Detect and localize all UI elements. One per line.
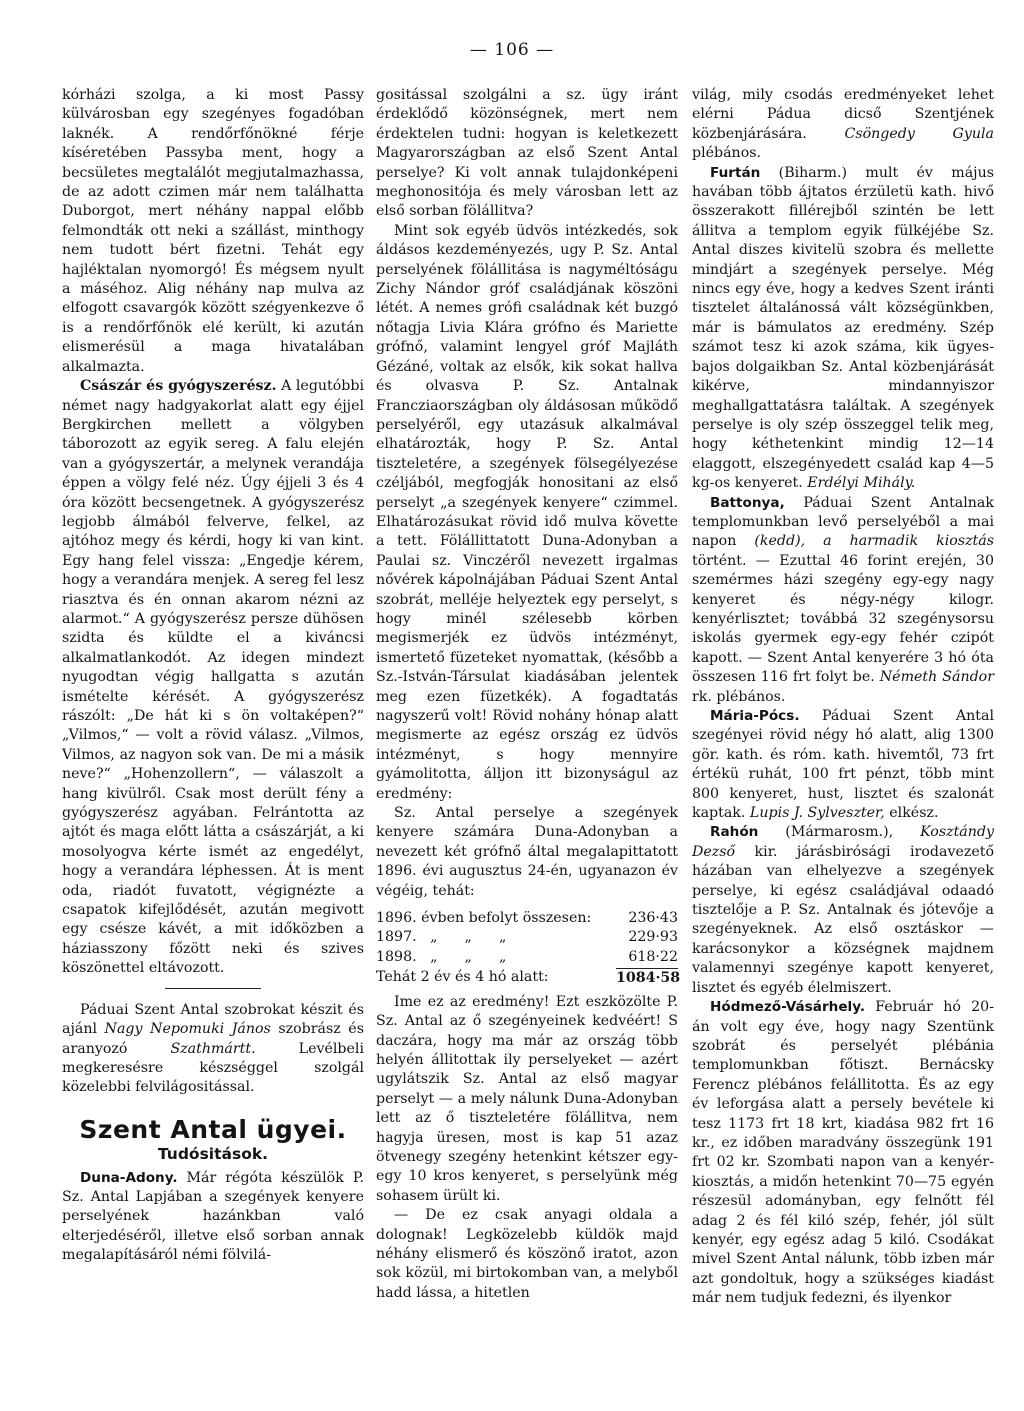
column-right xyxy=(692,86,994,1309)
ledger-label: 1897. „ „ „ xyxy=(376,929,507,946)
report-continuation: gositással szolgálni a sz. ügy iránt érdeklődő közönségnek, mert nem érdektelen tudni: hogyan is keletkezett Magyarországban az első Szent Antal perselye? Ki volt annak tulajdonképeni meghonositója és mely városban lett az első sorban fölállitva? xyxy=(376,87,678,220)
article-body: A legutóbbi német nagy hadgyakorlat alatt egy éjjel Bergkirchen mellett a völgyben táborozott az egyik sereg. A falu elején van a gyógyszertár, a melynek verandája éppen a völgy felé néz. Úgy éjjeli 3 és 4 óra között becsengetnek. A gyógyszerész legjobb álmából felverve, felkel, az ajtóhoz megy és kérdi, hogy ki van kint. Egy hang felel vissza: „Engedje kérem, hogy a verandára menjek. A sereg fel lesz riasztva és én onnan akarom nézni az alarmot.“ A gyógyszerész persze dühösen szidta és küldte el a kiváncsi alkalmatlankodót. Az idegen mindezt nyugodtan végig hallgatta s azután ismételte kérését. A gyógyszerész rászólt: „De hát ki s ön voltaképen?“ „Vilmos,“ — volt a rövid válasz. „Vilmos, Vilmos, az nagyon sok van. De mi a másik neve?“ „Hohenzollern“, — válaszolt a hang kivülről. Csak most derült fény a gyógyszerész agyában. Felrántotta az ajtót és maga előtt látta a császárját, a ki mosolyogva kérte ismét az engedélyt, hogy a verandára léphessen. Át is ment oda, riadót fuvatott, végignézte a csapatok kifejlődését, azután megivott egy csésze kávét, a mit időközben a háziasszony főzött neki és szives köszönettel eltávozott. xyxy=(62,378,364,977)
report-maria-pocs xyxy=(692,707,994,823)
paragraph-text: plébános. xyxy=(692,145,762,162)
report-heading: Mária-Pócs. xyxy=(710,708,800,724)
ledger-amount: 1084·58 xyxy=(616,968,678,988)
column-middle xyxy=(376,86,681,1303)
ledger-label: 1898. „ „ „ xyxy=(376,948,507,965)
ad-text: szobrász és aranyozó xyxy=(62,1021,364,1057)
page-number: — 106 — xyxy=(469,40,555,60)
ledger-row xyxy=(376,948,678,968)
signature: Lupis J. Sylveszter, xyxy=(749,805,885,822)
report-heading: Battonya, xyxy=(710,494,785,511)
report-emphasis: (kedd), a harmadik kiosztás xyxy=(754,533,994,550)
article-heading: Császár és gyógyszerész. xyxy=(80,378,277,395)
paragraph-text: világ, mily csodás eredményeket lehet elérni Pádua dicső Szentjének közbenjárására. xyxy=(692,87,994,142)
report-heading: Furtán xyxy=(710,164,761,181)
report-body: elkész. xyxy=(884,805,939,822)
report-body: történt. — Ezuttal 46 forint erején, 30 szemérmes házi szegény egy-egy nagy kenyeret és négy-négy kilogr. kenyérlisztet; továbbá 32 szegénysorsu iskolás gyermek egy-egy fehér czipót kapott. — Szent Antal kenyerére 3 hó óta összesen 116 frt folyt be. xyxy=(692,552,994,686)
article-emperor-apothecary xyxy=(62,377,364,979)
paragraph: Mint sok egyéb üdvös intézkedés, sok áldásos kezdeményezés, ugy P. Sz. Antal perselyének fölállitása is nagyméltóságu Zichy Nándor gróf családjának köszöni létét. A nemes grófi családnak két buzgó nőtagja Livia Klára grófno és Mariette grófnő, valamint lengyel gróf Majláth Gézáné, voltak az elsők, kik sokat hallva és olvasva P. Sz. Antalnak Francziaországban oly áldásosan működő perselyéről, egy utazásuk alkalmával elhatározták, hogy P. Sz. Antal tiszteletére, a szegények fölsegélyezése czéljából, megfogják honositani az első perselyt „a szegények kenyere“ czimmel. Elhatározásukat rövid idő mulva követte a tett. Fölállittatott Duna-Adonyban a Paulai sz. Vinczéről nevezett irgalmas nővérek kápolnájában Páduai Szent Antal szobrát, melléje helyeztek egy perselyt, s hogy minél szélesebb körben megismerjék ez üdvös intézményt, ismertető füzeteket nyomattak, (később a Sz.-István-Társulat kiadásában jelentek meg ezen füzetkék). A fogadtatás nagyszerű volt! Rövid nohány hónap alatt megismerte az egész ország ez üdvös intézményt, s hogy mennyire gyámolitotta, álljon itt bizonyságul az eredmény: xyxy=(376,222,678,802)
report-body: rk. plébános. xyxy=(692,688,786,705)
ledger-row xyxy=(376,909,678,928)
report-heading: Rahón xyxy=(710,824,759,841)
report-furtan xyxy=(692,164,994,494)
column-left xyxy=(62,86,364,1266)
ad-place: Szathmártt. xyxy=(170,1040,256,1057)
section-subtitle: Tudósitások. xyxy=(157,1145,269,1164)
ledger-amount: 229·93 xyxy=(628,929,678,946)
article-continuation: kórházi szolga, a ki most Passy külvárosban egy szegényes fogadóban laknék. A rendőrfőnökné férje kíséretében Passyba ment, hogy a becsületes megtalálót megjutalmazhassa, de az adott czimen már nem találhatta Duborgot, mert néhány nappal előbb felmondták ott neki a szállást, minthogy nem tudott bért fizetni. Tehát egy hajléktalan nyomorgó! És mégsem nyult a máséhoz. Alig néhány nap mulva az elfogott csavargók között szégyenkezve ő is a rendőrfőnök elé került, ki azután elismerésül a maga hivatalában alkalmazta. xyxy=(62,87,364,375)
advertisement xyxy=(62,1001,364,1098)
report-body: Már régóta készülök P. Sz. Antal Lapjában a szegények kenyere perselyének hazánkban való elterjedéséről, illetve első sorban annak megalapításáról némi fölvilá- xyxy=(62,1169,364,1264)
report-continuation xyxy=(692,86,994,164)
report-body: kir. járásbirósági irodavezető házában van elhelyezve a szegények perselye, ki egész családjával odaadó tisztelője a P. Sz. Antalnak és jótevője a szegényeknek. Az első osztáskor — karácsonykor a községnek majdnem valamennyi szegénye kapott kenyeret, lisztet és egyéb élelmiszert. xyxy=(692,843,994,996)
report-emphasis: Kosztándy Dezső xyxy=(692,824,994,860)
paragraph: — De ez csak anyagi oldala a dolognak! Legközelebb küldök majd néhány elismerő és köszönő iratot, azon sok közül, mi birtokomban van, a melyből hadd lássa, a hitetlen xyxy=(376,1207,678,1301)
ledger-label: 1896. évben befolyt összesen: xyxy=(376,910,592,927)
report-hodmezovasarhely xyxy=(692,998,994,1309)
ad-name: Nagy Nepomuki János xyxy=(104,1021,271,1038)
report-body: (Biharm.) mult év május havában több ájtatos érzületü kath. hivő összerakott fillérejből szintén be lett állitva a templom egyik fülkéjébe Sz. Antal diszes kivitelü szobra és mellette mindjárt a szegények perselye. Még nincs egy éve, hogy a kedves Szent iránti tisztelet általánossá vált községünkben, már is bámulatos az eredmény. Szép számot tesz ki azok száma, kik ügyes-bajos dolgaikban Sz. Antal közbenjárását kikérve, mindannyiszor meghallgattatásra találtak. A szegények perselye is oly szép összeggel telik meg, hogy kéthetenkint mindig 12—14 elaggott, elszegényedett család kap 4—5 kg-os kenyeret. xyxy=(692,164,994,492)
divider xyxy=(165,988,261,989)
ledger-total xyxy=(376,968,681,988)
signature: Németh Sándor xyxy=(879,669,995,686)
ad-text: Levélbeli megkeresésre készséggel szolgál közelebbi felvilágositással. xyxy=(62,1040,364,1096)
section-title: Szent Antal ügyei. xyxy=(79,1114,347,1144)
report-body: Február hó 20-án volt egy éve, hogy nagy Szentünk szobrát és perselyét plébánia templomunkban főtiszt. Bernácsky Ferencz plébános felállitotta. És az egy év leforgása alatt a persely bevétele ki tesz 1173 frt 18 krt, kiadása 982 frt 16 kr., ez időben maradvány összegünk 191 frt 02 kr. Szombati napon van a kenyér-kiosztás, a midőn hetenkint 70—75 egyén részesül adományban, egy felnőtt fél adag 2 és fél kiló szép, fehér, jól sült kenyér, egy egész adag 5 kiló. Csodákat mivel Szent Antal nálunk, több izben már azt gondoltuk, hogy a szükséges kiadást már nem tudjuk fedezni, és ilyenkor xyxy=(692,999,994,1307)
ledger-row xyxy=(376,928,678,947)
paragraph: Sz. Antal perselye a szegények kenyere számára Duna-Adonyban a nevezett két grófnő által megalapittatott 1896. évi augusztus 24-én, ugyanazon év végéig, tehát: xyxy=(376,805,678,899)
signature: Erdélyi Mihály. xyxy=(807,475,916,492)
ledger-label: Tehát 2 év és 4 hó alatt: xyxy=(376,969,549,986)
ledger-amount: 236·43 xyxy=(628,910,678,927)
ad-text: Páduai Szent Antal szobrokat készit és ajánl xyxy=(62,1001,364,1038)
report-body: Páduai Szent Antal szegényei rövid négy hó alatt, alig 1300 gör. kath. és róm. kath. hivemtől, 73 frt értékü ruhát, 100 frt pénzt, több mint 800 kenyeret, hust, lisztet és szalonát kaptak. xyxy=(692,708,994,822)
report-heading: Hódmező-Vásárhely. xyxy=(710,999,865,1016)
donation-ledger xyxy=(376,909,681,989)
signature: Csöngedy Gyula xyxy=(844,125,994,142)
report-body: Páduai Szent Antalnak templomunkban levő perselyéből a mai napon xyxy=(692,494,994,550)
report-rahon xyxy=(692,823,994,998)
paragraph: Ime ez az eredmény! Ezt eszközölte P. Sz. Antal az ő szegényeinek kedvéért! S daczára, hogy ma már az ország több helyén állitottak ily perselyeket — azért ugylátszik Sz. Antal az első magyar perselyt — a mely nálunk Duna-Adonyban lett az ő tiszteletére fölállitva, nem hagyja üresen, most is kap 51 azaz ötvenegy szegény hetenkint kétszer egy-egy 10 kros kenyeret, s perselyünk még sohasem ürült ki. xyxy=(376,993,678,1204)
report-duna-adony xyxy=(62,1169,364,1266)
report-body: (Mármarosm.), xyxy=(758,824,921,841)
ledger-amount: 618·22 xyxy=(628,948,678,965)
report-heading: Duna-Adony. xyxy=(80,1169,178,1186)
report-battonya xyxy=(692,494,994,707)
